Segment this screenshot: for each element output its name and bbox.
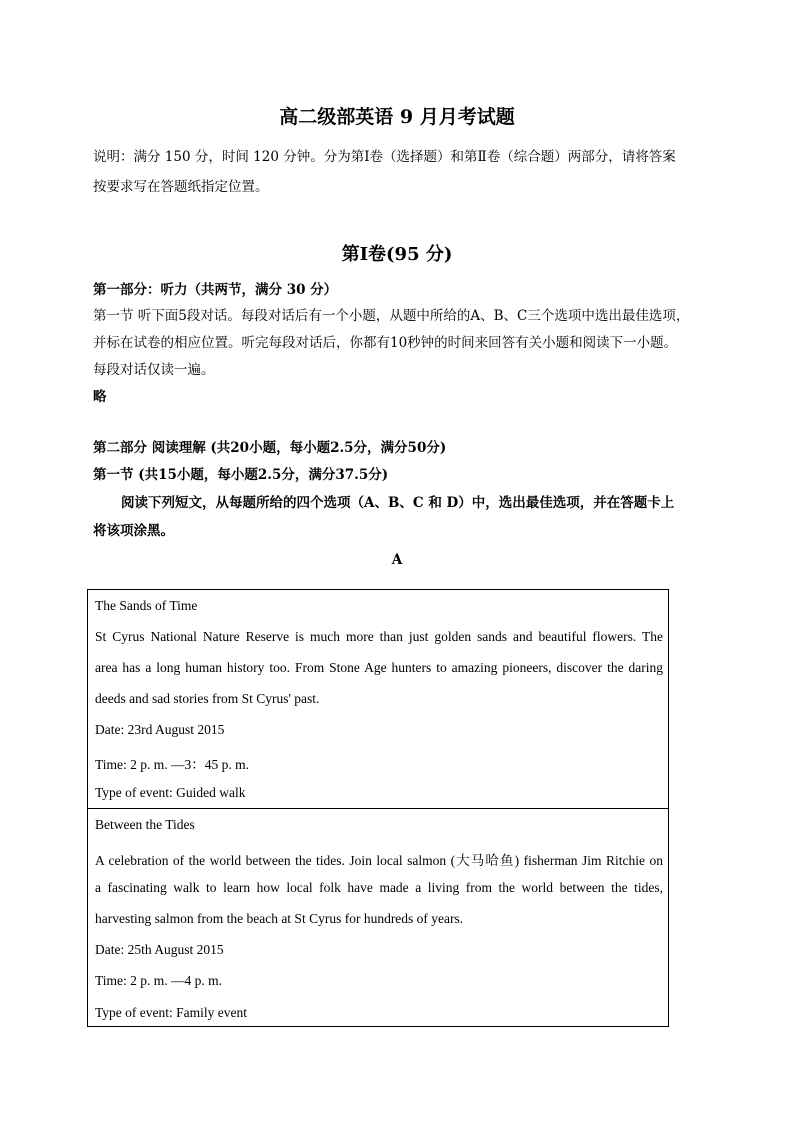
event-box-sands-of-time: [87, 589, 669, 809]
part1-section-line-2: 并标在试卷的相应位置。听完每段对话后，你都有10秒钟的时间来回答有关小题和阅读下一小题。: [93, 335, 678, 351]
instructions-line-2: 按要求写在答题纸指定位置。: [93, 179, 269, 195]
passage-label: A: [391, 552, 403, 568]
event-type: Type of event: Family event: [95, 1005, 248, 1020]
part1-heading: 第一部分：听力（共两节，满分 30 分）: [93, 282, 338, 298]
event-desc-line: a fascinating walk to learn how local folk have made a living from the world between the tides,: [95, 880, 663, 895]
event-type: Type of event: Guided walk: [95, 785, 246, 800]
part1-section-line-3: 每段对话仅读一遍。: [93, 362, 215, 378]
instructions-line-1: 说明：满分 150 分，时间 120 分钟。分为第Ⅰ卷（选择题）和第Ⅱ卷（综合题）两部分，请将答案: [93, 149, 676, 165]
event-desc-line: A celebration of the world between the tides. Join local salmon (大马哈鱼) fisherman Jim Ritchie on: [95, 853, 663, 868]
part1-section-line-1: 第一节 听下面5段对话。每段对话后有一个小题，从题中所给的A、B、C三个选项中选出最佳选项，: [93, 308, 690, 324]
part2-directions-line-2: 将该项涂黑。: [93, 523, 174, 539]
part2-heading: 第二部分 阅读理解 (共20小题，每小题2.5分，满分50分): [93, 440, 447, 456]
part2-directions-line-1: 阅读下列短文，从每题所给的四个选项（A、B、C 和 D）中，选出最佳选项，并在答题卡上: [121, 495, 675, 511]
volume-title: 第Ⅰ卷(95 分): [341, 244, 453, 265]
event-title: Between the Tides: [95, 817, 195, 832]
event-desc-line: deeds and sad stories from St Cyrus' past.: [95, 691, 320, 706]
part1-omitted: 略: [93, 389, 107, 405]
part2-section: 第一节 (共15小题，每小题2.5分，满分37.5分): [93, 467, 389, 483]
event-date: Date: 23rd August 2015: [95, 722, 225, 737]
event-desc-line: St Cyrus National Nature Reserve is much more than just golden sands and beautiful flowers. The: [95, 629, 663, 644]
event-desc-line: harvesting salmon from the beach at St Cyrus for hundreds of years.: [95, 911, 464, 926]
event-box-between-the-tides: [87, 808, 669, 1027]
event-date: Date: 25th August 2015: [95, 942, 224, 957]
event-desc-line: area has a long human history too. From Stone Age hunters to amazing pioneers, discover the daring: [95, 660, 663, 675]
exam-title: 高二级部英语 9 月月考试题: [279, 106, 515, 128]
event-time: Time: 2 p. m. —4 p. m.: [95, 973, 223, 988]
event-title: The Sands of Time: [95, 598, 198, 613]
event-time: Time: 2 p. m. —3：45 p. m.: [95, 757, 250, 772]
